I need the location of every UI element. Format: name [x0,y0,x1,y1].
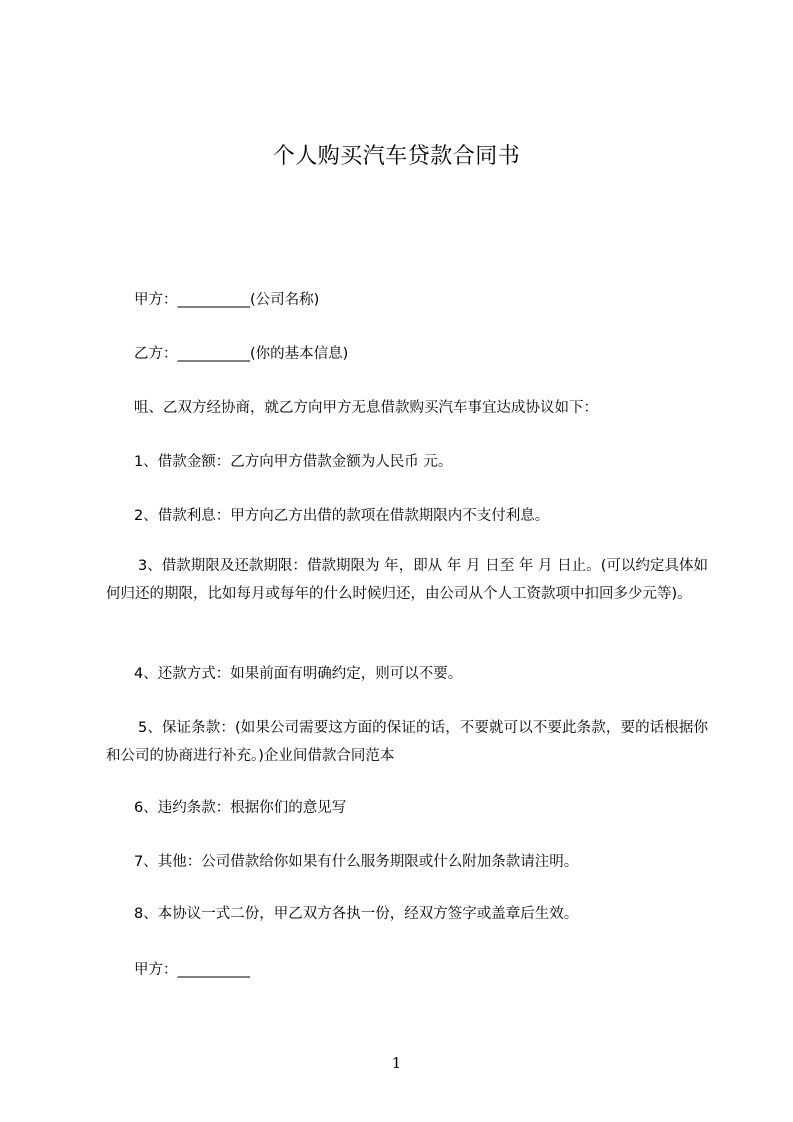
clause-6-text: 6、违约条款：根据你们的意见写 [134,800,347,816]
party-a-signature-line [106,956,708,984]
clause-6 [106,794,708,822]
clause-8-text: 8、本协议一式二份，甲乙双方各执一份，经双方签字或盖章后生效。 [134,906,579,922]
clause-1 [106,448,708,476]
clause-3-text: 3、借款期限及还款期限：借款期限为 年，即从 年 月 日至 年 月 日止。(可以约定具体如何归还的期限，比如每月或每年的什么时候归还，由公司从个人工资款项中扣回多少元等)。 [106,558,708,602]
clause-5 [106,714,708,770]
clause-7 [106,848,708,876]
clause-3 [106,552,708,608]
clause-4-text: 4、还款方式：如果前面有明确约定，则可以不要。 [134,666,463,682]
clause-4 [106,660,708,688]
clause-1-text: 1、借款金额：乙方向甲方借款金额为人民币 元。 [134,454,453,470]
party-b-line [106,340,708,368]
clause-7-text: 7、其他：公司借款给你如果有什么服务期限或什么附加条款请注明。 [134,854,579,870]
clause-5-text: 5、保证条款：(如果公司需要这方面的保证的话，不要就可以不要此条款，要的话根据你和公司的协商进行补充。)企业间借款合同范本 [106,720,708,764]
party-a-signature-text: 甲方：__________ [134,962,250,978]
clause-2 [106,502,708,530]
document-title: 个人购买汽车贷款合同书 [272,144,521,169]
party-a-text: 甲方：__________(公司名称) [134,292,320,308]
party-b-text: 乙方：__________(你的基本信息) [134,346,349,362]
clause-8 [106,900,708,928]
page-number: 1 [391,1054,402,1072]
intro-paragraph [106,394,708,422]
clause-2-text: 2、借款利息：甲方向乙方出借的款项在借款期限内不支付利息。 [134,508,550,524]
intro-text: 咀、乙双方经协商，就乙方向甲方无息借款购买汽车事宜达成协议如下： [134,400,598,416]
party-a-line [106,286,708,314]
